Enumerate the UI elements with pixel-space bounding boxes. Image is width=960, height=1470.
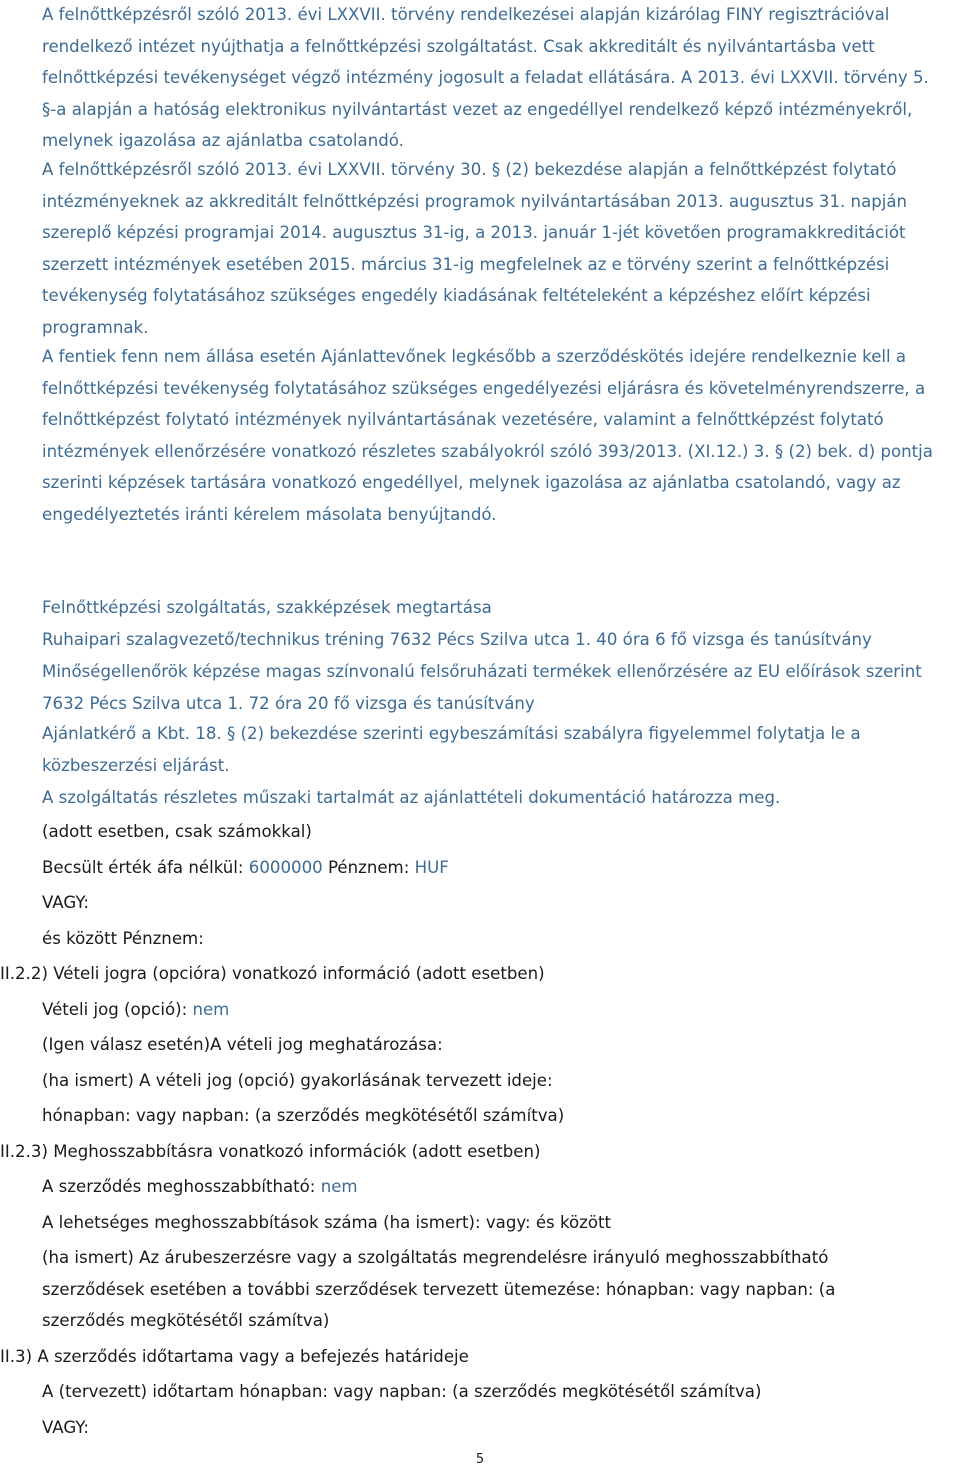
numbers-only-note: (adott esetben, csak számokkal) [42,822,312,841]
option-exercise-time-label: (ha ismert) A vételi jog (opció) gyakorlásának tervezett ideje: [42,1071,553,1090]
extension-row [42,1176,358,1198]
training-item-line-leader: Ruhaipari szalagvezető/technikus tréning 7632 Pécs Szilva utca 1. 40 óra 6 fő vizsga és tanúsítvány [42,630,872,649]
estimated-value: 6000000 [248,858,323,877]
paragraph-aggregation-rule: Ajánlatkérő a Kbt. 18. § (2) bekezdése szerinti egybeszámítási szabályra figyelemmel folytatja le a közbeszerzési eljárást. [42,724,861,775]
paragraph-technical-content: A szolgáltatás részletes műszaki tartalmát az ajánlattételi dokumentáció határozza meg. [42,788,781,807]
option-right-value: nem [192,1000,230,1019]
paragraph-finy-registration: A felnőttképzésről szóló 2013. évi LXXVII. törvény rendelkezései alapján kizárólag FINY regisztrációval rendelkező intézet nyújthatja a felnőttképzési szolgáltatást. Csak akkreditált és nyilvántartásba vett felnőttképzési tevékenységet végző intézmény jogosult a feladat ellátására. A 2013. évi LXXVII. törvény 5. §-a alapján a hatóság elektronikus nyilvántartást vezet az engedéllyel rendelkező képző intézményekről, melynek igazolása az ajánlatba csatolandó. [42,5,929,150]
option-right-row [42,999,229,1021]
extension-count-label: A lehetséges meghosszabbítások száma (ha ismert): vagy: és között [42,1213,612,1232]
training-item-quality-inspectors: Minőségellenőrök képzése magas színvonalú felsőruházati termékek ellenőrzésére az EU előírások szerint 7632 Pécs Szilva utca 1. 72 óra 20 fő vizsga és tanúsítvány [42,662,922,713]
extension-value: nem [320,1177,358,1196]
section-heading-duration: II.3) A szerződés időtartama vagy a befejezés határideje [0,1347,469,1366]
extension-schedule-line-3: szerződés megkötésétől számítva) [42,1311,330,1330]
planned-duration-label: A (tervezett) időtartam hónapban: vagy napban: (a szerződés megkötésétől számítva) [42,1382,762,1401]
currency-label: Pénznem: [322,858,415,877]
page-number: 5 [475,1452,485,1467]
extension-label: A szerződés meghosszabbítható: [42,1177,321,1196]
currency-value: HUF [414,858,449,877]
extension-schedule-line-1: (ha ismert) Az árubeszerzésre vagy a szolgáltatás megrendelésre irányuló meghosszabbítható [42,1248,829,1267]
paragraph-license-requirement: A fentiek fenn nem állása esetén Ajánlattevőnek legkésőbb a szerződéskötés idejére rendelkeznie kell a felnőttképzési tevékenység folytatásához szükséges engedélyezési eljárásra és követelményrendszerre, a felnőttképzést folytató intézmények nyilvántartásának vezetésére, valamint a felnőttképzést folytató intézmények ellenőrzésére vonatkozó részletes szabályokról szóló 393/2013. (XI.12.) 3. § (2) bek. d) pontja szerinti képzések tartására vonatkozó engedéllyel, melynek igazolása az ajánlatba csatolandó, vagy az engedélyeztetés iránti kérelem másolata benyújtandó. [42,347,933,524]
option-definition-label: (Igen válasz esetén)A vételi jog meghatározása: [42,1035,443,1054]
paragraph-program-accreditation: A felnőttképzésről szóló 2013. évi LXXVII. törvény 30. § (2) bekezdése alapján a felnőttképzést folytató intézményeknek az akkreditált felnőttképzési programok nyilvántartásában 2013. augusztus 31. napján szereplő képzési programjai 2014. augusztus 31-ig, a 2013. január 1-jét követően programakkreditációt szerzett intézmények esetében 2015. március 31-ig megfelelnek az e törvény szerint a felnőttképzési tevékenység folytatásához szükséges engedély kiadásának feltételeként a képzéshez előírt képzési programnak. [42,160,908,337]
option-right-label: Vételi jog (opció): [42,1000,193,1019]
section-title-training-services: Felnőttképzési szolgáltatás, szakképzések megtartása [42,598,492,617]
estimated-value-label: Becsült érték áfa nélkül: [42,858,249,877]
or-label-1: VAGY: [42,893,89,912]
section-heading-extension: II.2.3) Meghosszabbításra vonatkozó információk (adott esetben) [0,1142,541,1161]
option-duration-label: hónapban: vagy napban: (a szerződés megkötésétől számítva) [42,1106,565,1125]
range-currency-label: és között Pénznem: [42,929,204,948]
section-heading-option-rights: II.2.2) Vételi jogra (opcióra) vonatkozó információ (adott esetben) [0,964,545,983]
estimated-value-row [42,857,449,879]
extension-schedule-line-2: szerződések esetében a további szerződések tervezett ütemezése: hónapban: vagy napban: (a [42,1280,836,1299]
or-label-2: VAGY: [42,1418,89,1437]
